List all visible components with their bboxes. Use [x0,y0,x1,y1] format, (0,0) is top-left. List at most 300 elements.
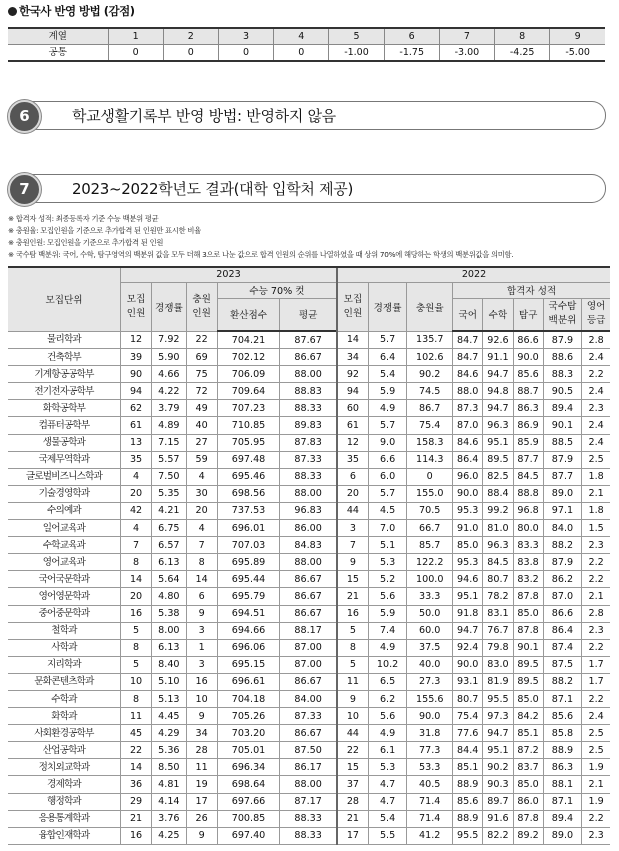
table-row [8,708,610,725]
korean-history-title: 한국사 반영 방법 (감점) [8,3,135,19]
kmi-percentile-2022-cell: 87.9 [543,331,582,349]
competition-2023-cell: 7.92 [152,331,186,349]
table-row [8,537,610,554]
kmi-percentile-2022-cell: 88.5 [543,434,582,451]
inquiry-2022-cell: 85.6 [513,366,543,383]
header-suneung70: 수능 70% 컷 [217,282,337,298]
unit-name-cell: 컴퓨터공학부 [8,417,120,434]
math-2022-cell: 94.8 [483,383,513,400]
unit-name-cell: 영어영문학과 [8,588,120,605]
average-2023-cell: 88.00 [280,554,337,571]
kmi-percentile-2022-cell: 87.9 [543,451,582,468]
english-grade-2022-cell: 2.3 [582,400,610,417]
fill-rate-2022-cell: 114.3 [407,451,453,468]
converted-score-2023-cell: 696.06 [217,639,279,656]
korean-2022-cell: 88.0 [453,383,483,400]
competition-2022-cell: 7.0 [368,520,407,537]
korean-2022-cell: 87.3 [453,400,483,417]
competition-2022-cell: 7.4 [368,622,407,639]
table-row [8,622,610,639]
average-2023-cell: 88.00 [280,776,337,793]
footnote: ※ 합격자 성적: 최종등록자 기준 수능 백분위 평균 [8,214,159,223]
fill-rate-2022-cell: 155.0 [407,485,453,502]
average-2023-cell: 87.50 [280,742,337,759]
english-grade-2022-cell: 1.9 [582,793,610,810]
quota-2022-cell: 15 [337,759,368,776]
average-2023-cell: 87.00 [280,656,337,673]
fill-rate-2022-cell: 77.3 [407,742,453,759]
kmi-percentile-2022-cell: 86.6 [543,605,582,622]
fill-rate-2022-cell: 155.6 [407,690,453,707]
average-2023-cell: 87.33 [280,708,337,725]
kmi-percentile-2022-cell: 87.0 [543,588,582,605]
unit-name-cell: 정치외교학과 [8,759,120,776]
english-grade-2022-cell: 2.2 [582,571,610,588]
table-row [8,417,610,434]
competition-2023-cell: 8.00 [152,622,186,639]
filled-2023-cell: 9 [186,708,217,725]
admission-results-table [8,266,610,845]
converted-score-2023-cell: 706.09 [217,366,279,383]
filled-2023-cell: 17 [186,793,217,810]
competition-2022-cell: 4.9 [368,400,407,417]
korean-2022-cell: 96.0 [453,468,483,485]
inquiry-2022-cell: 87.7 [513,451,543,468]
math-2022-cell: 95.5 [483,690,513,707]
quota-2023-cell: 12 [120,331,151,349]
inquiry-2022-cell: 86.0 [513,793,543,810]
unit-name-cell: 융합인재학과 [8,827,120,844]
unit-name-cell: 건축학부 [8,349,120,366]
korean-2022-cell: 94.6 [453,571,483,588]
table-row [8,690,610,707]
filled-2023-cell: 19 [186,776,217,793]
fill-rate-2022-cell: 60.0 [407,622,453,639]
quota-2022-cell: 5 [337,622,368,639]
kmi-percentile-2022-cell: 88.2 [543,673,582,690]
deduction-cell: -3.00 [439,45,494,62]
kmi-percentile-2022-cell: 88.9 [543,742,582,759]
quota-2022-cell: 7 [337,537,368,554]
competition-2023-cell: 6.13 [152,554,186,571]
deduction-cell: -1.75 [384,45,439,62]
math-2022-cell: 80.7 [483,571,513,588]
kmi-percentile-2022-cell: 85.6 [543,708,582,725]
competition-2023-cell: 5.64 [152,571,186,588]
grade-header: 1 [108,28,163,45]
fill-rate-2022-cell: 41.2 [407,827,453,844]
quota-2022-cell: 16 [337,605,368,622]
math-2022-cell: 96.3 [483,417,513,434]
english-grade-2022-cell: 2.2 [582,366,610,383]
header-kmi-percentile: 국수탐 백분위 [543,298,582,331]
header-korean: 국어 [453,298,483,331]
kmi-percentile-2022-cell: 86.4 [543,622,582,639]
filled-2023-cell: 8 [186,554,217,571]
filled-2023-cell: 10 [186,690,217,707]
kmi-percentile-2022-cell: 90.1 [543,417,582,434]
quota-2023-cell: 29 [120,793,151,810]
filled-2023-cell: 3 [186,656,217,673]
competition-2022-cell: 10.2 [368,656,407,673]
fill-rate-2022-cell: 86.7 [407,400,453,417]
korean-2022-cell: 88.9 [453,810,483,827]
competition-2023-cell: 4.80 [152,588,186,605]
korean-2022-cell: 90.0 [453,656,483,673]
competition-2022-cell: 4.7 [368,793,407,810]
header-competition: 경쟁률 [152,282,186,331]
header-average: 평균 [280,298,337,331]
header-english: 영어 등급 [582,298,610,331]
competition-2023-cell: 4.25 [152,827,186,844]
korean-2022-cell: 86.4 [453,451,483,468]
quota-2022-cell: 15 [337,571,368,588]
competition-2023-cell: 3.76 [152,810,186,827]
quota-2023-cell: 5 [120,656,151,673]
average-2023-cell: 86.00 [280,520,337,537]
competition-2022-cell: 4.9 [368,725,407,742]
quota-2022-cell: 22 [337,742,368,759]
average-2023-cell: 88.17 [280,622,337,639]
deduction-cell: -4.25 [495,45,550,62]
footnotes [8,213,608,261]
kmi-percentile-2022-cell: 86.3 [543,759,582,776]
inquiry-2022-cell: 87.2 [513,742,543,759]
average-2023-cell: 84.83 [280,537,337,554]
competition-2022-cell: 4.5 [368,502,407,519]
filled-2023-cell: 22 [186,331,217,349]
filled-2023-cell: 9 [186,827,217,844]
competition-2023-cell: 3.79 [152,400,186,417]
kmi-percentile-2022-cell: 89.4 [543,810,582,827]
average-2023-cell: 87.67 [280,331,337,349]
fill-rate-2022-cell: 71.4 [407,810,453,827]
unit-name-cell: 중어중문학과 [8,605,120,622]
competition-2023-cell: 7.15 [152,434,186,451]
competition-2023-cell: 8.50 [152,759,186,776]
quota-2022-cell: 28 [337,793,368,810]
quota-2022-cell: 12 [337,434,368,451]
unit-name-cell: 물리학과 [8,331,120,349]
table-row [8,656,610,673]
table-row [8,588,610,605]
header-year-2023: 2023 [120,267,337,282]
unit-name-cell: 응용통계학과 [8,810,120,827]
grade-header: 8 [495,28,550,45]
english-grade-2022-cell: 2.5 [582,742,610,759]
table-row [8,331,610,349]
fill-rate-2022-cell: 0 [407,468,453,485]
table-row [8,434,610,451]
filled-2023-cell: 3 [186,622,217,639]
competition-2023-cell: 6.75 [152,520,186,537]
filled-2023-cell: 75 [186,366,217,383]
filled-2023-cell: 72 [186,383,217,400]
math-2022-cell: 88.4 [483,485,513,502]
header-inquiry: 탐구 [513,298,543,331]
fill-rate-2022-cell: 158.3 [407,434,453,451]
quota-2023-cell: 8 [120,690,151,707]
table-header-row [8,28,605,45]
converted-score-2023-cell: 694.66 [217,622,279,639]
table-row [8,485,610,502]
english-grade-2022-cell: 2.5 [582,451,610,468]
filled-2023-cell: 7 [186,537,217,554]
math-2022-cell: 78.2 [483,588,513,605]
korean-2022-cell: 90.0 [453,485,483,502]
unit-name-cell: 생물공학과 [8,434,120,451]
kmi-percentile-2022-cell: 87.1 [543,793,582,810]
inquiry-2022-cell: 84.2 [513,708,543,725]
korean-2022-cell: 85.1 [453,759,483,776]
quota-2022-cell: 17 [337,827,368,844]
filled-2023-cell: 40 [186,417,217,434]
results-body [8,331,610,844]
deduction-cell: -5.00 [550,45,605,62]
competition-2023-cell: 4.66 [152,366,186,383]
filled-2023-cell: 69 [186,349,217,366]
filled-2023-cell: 6 [186,588,217,605]
english-grade-2022-cell: 2.4 [582,349,610,366]
converted-score-2023-cell: 696.01 [217,520,279,537]
average-2023-cell: 96.83 [280,502,337,519]
average-2023-cell: 89.83 [280,417,337,434]
korean-2022-cell: 77.6 [453,725,483,742]
fill-rate-2022-cell: 70.5 [407,502,453,519]
inquiry-2022-cell: 86.9 [513,417,543,434]
average-2023-cell: 88.00 [280,366,337,383]
section-6-header [8,100,608,131]
math-2022-cell: 91.1 [483,349,513,366]
english-grade-2022-cell: 1.7 [582,673,610,690]
table-row [8,383,610,400]
math-2022-cell: 94.7 [483,366,513,383]
converted-score-2023-cell: 705.95 [217,434,279,451]
kmi-percentile-2022-cell: 90.5 [543,383,582,400]
table-row [8,349,610,366]
fill-rate-2022-cell: 75.4 [407,417,453,434]
english-grade-2022-cell: 2.3 [582,537,610,554]
unit-name-cell: 전기전자공학부 [8,383,120,400]
table-row [8,810,610,827]
grade-header: 6 [384,28,439,45]
header-filled: 충원 인원 [186,282,217,331]
converted-score-2023-cell: 704.18 [217,690,279,707]
quota-2022-cell: 21 [337,810,368,827]
math-2022-cell: 90.3 [483,776,513,793]
fill-rate-2022-cell: 71.4 [407,793,453,810]
english-grade-2022-cell: 2.3 [582,827,610,844]
deduction-cell: 0 [108,45,163,62]
quota-2023-cell: 45 [120,725,151,742]
grade-header: 9 [550,28,605,45]
korean-2022-cell: 95.5 [453,827,483,844]
quota-2023-cell: 94 [120,383,151,400]
section-title: 2023~2022학년도 결과(대학 입학처 제공) [72,180,354,198]
header-competition-2022: 경쟁률 [368,282,407,331]
header-cell: 계열 [8,28,108,45]
table-row [8,502,610,519]
math-2022-cell: 94.7 [483,400,513,417]
converted-score-2023-cell: 696.34 [217,759,279,776]
quota-2022-cell: 35 [337,451,368,468]
competition-2023-cell: 5.10 [152,673,186,690]
fill-rate-2022-cell: 27.3 [407,673,453,690]
header-year-2022: 2022 [337,267,610,282]
competition-2022-cell: 6.4 [368,349,407,366]
converted-score-2023-cell: 703.20 [217,725,279,742]
competition-2022-cell: 5.1 [368,537,407,554]
competition-2022-cell: 6.0 [368,468,407,485]
filled-2023-cell: 27 [186,434,217,451]
quota-2023-cell: 4 [120,468,151,485]
english-grade-2022-cell: 2.8 [582,605,610,622]
average-2023-cell: 86.17 [280,759,337,776]
inquiry-2022-cell: 87.8 [513,810,543,827]
unit-name-cell: 지리학과 [8,656,120,673]
filled-2023-cell: 59 [186,451,217,468]
quota-2023-cell: 90 [120,366,151,383]
quota-2022-cell: 5 [337,656,368,673]
english-grade-2022-cell: 2.8 [582,331,610,349]
inquiry-2022-cell: 89.5 [513,673,543,690]
competition-2022-cell: 6.2 [368,690,407,707]
korean-2022-cell: 87.0 [453,417,483,434]
converted-score-2023-cell: 697.66 [217,793,279,810]
header-converted: 환산점수 [217,298,279,331]
converted-score-2023-cell: 697.48 [217,451,279,468]
fill-rate-2022-cell: 90.0 [407,708,453,725]
korean-2022-cell: 88.9 [453,776,483,793]
converted-score-2023-cell: 695.79 [217,588,279,605]
korean-history-table [8,27,605,62]
inquiry-2022-cell: 85.0 [513,605,543,622]
inquiry-2022-cell: 88.7 [513,383,543,400]
math-2022-cell: 92.6 [483,331,513,349]
inquiry-2022-cell: 83.3 [513,537,543,554]
competition-2022-cell: 5.3 [368,554,407,571]
math-2022-cell: 81.9 [483,673,513,690]
korean-2022-cell: 91.0 [453,520,483,537]
english-grade-2022-cell: 2.4 [582,708,610,725]
fill-rate-2022-cell: 53.3 [407,759,453,776]
quota-2023-cell: 35 [120,451,151,468]
quota-2023-cell: 14 [120,571,151,588]
unit-name-cell: 국어국문학과 [8,571,120,588]
quota-2022-cell: 9 [337,690,368,707]
competition-2022-cell: 5.5 [368,827,407,844]
quota-2022-cell: 94 [337,383,368,400]
math-2022-cell: 83.1 [483,605,513,622]
kmi-percentile-2022-cell: 89.0 [543,485,582,502]
deduction-cell: 0 [274,45,329,62]
kmi-percentile-2022-cell: 84.0 [543,520,582,537]
korean-2022-cell: 93.1 [453,673,483,690]
korean-2022-cell: 84.6 [453,366,483,383]
unit-name-cell: 행정학과 [8,793,120,810]
quota-2023-cell: 22 [120,742,151,759]
competition-2023-cell: 5.57 [152,451,186,468]
kmi-percentile-2022-cell: 88.2 [543,537,582,554]
competition-2022-cell: 5.7 [368,417,407,434]
table-row [8,400,610,417]
english-grade-2022-cell: 2.5 [582,725,610,742]
inquiry-2022-cell: 84.5 [513,468,543,485]
english-grade-2022-cell: 2.1 [582,588,610,605]
converted-score-2023-cell: 707.23 [217,400,279,417]
inquiry-2022-cell: 96.8 [513,502,543,519]
converted-score-2023-cell: 704.21 [217,331,279,349]
english-grade-2022-cell: 2.3 [582,622,610,639]
math-2022-cell: 84.5 [483,554,513,571]
table-row [8,45,605,62]
quota-2023-cell: 13 [120,434,151,451]
competition-2023-cell: 4.89 [152,417,186,434]
converted-score-2023-cell: 737.53 [217,502,279,519]
kmi-percentile-2022-cell: 88.6 [543,349,582,366]
grade-header: 7 [439,28,494,45]
table-row [8,571,610,588]
korean-2022-cell: 75.4 [453,708,483,725]
english-grade-2022-cell: 1.8 [582,468,610,485]
filled-2023-cell: 30 [186,485,217,502]
fill-rate-2022-cell: 40.5 [407,776,453,793]
converted-score-2023-cell: 705.26 [217,708,279,725]
quota-2022-cell: 44 [337,725,368,742]
competition-2023-cell: 4.45 [152,708,186,725]
fill-rate-2022-cell: 50.0 [407,605,453,622]
fill-rate-2022-cell: 102.6 [407,349,453,366]
filled-2023-cell: 9 [186,605,217,622]
unit-name-cell: 수학과 [8,690,120,707]
math-2022-cell: 89.5 [483,451,513,468]
quota-2023-cell: 10 [120,673,151,690]
english-grade-2022-cell: 2.2 [582,554,610,571]
quota-2023-cell: 20 [120,485,151,502]
inquiry-2022-cell: 89.2 [513,827,543,844]
average-2023-cell: 88.33 [280,468,337,485]
competition-2022-cell: 5.3 [368,759,407,776]
math-2022-cell: 90.2 [483,759,513,776]
unit-name-cell: 수학교육과 [8,537,120,554]
average-2023-cell: 88.33 [280,810,337,827]
kmi-percentile-2022-cell: 88.1 [543,776,582,793]
table-row [8,759,610,776]
converted-score-2023-cell: 698.56 [217,485,279,502]
math-2022-cell: 82.5 [483,468,513,485]
inquiry-2022-cell: 90.0 [513,349,543,366]
quota-2022-cell: 10 [337,708,368,725]
competition-2022-cell: 4.7 [368,776,407,793]
table-row [8,366,610,383]
bullet-icon [8,7,17,16]
korean-2022-cell: 95.1 [453,588,483,605]
header-quota: 모집 인원 [120,282,151,331]
average-2023-cell: 86.67 [280,605,337,622]
grade-header: 4 [274,28,329,45]
filled-2023-cell: 1 [186,639,217,656]
converted-score-2023-cell: 694.51 [217,605,279,622]
inquiry-2022-cell: 85.0 [513,776,543,793]
competition-2022-cell: 5.4 [368,810,407,827]
average-2023-cell: 88.33 [280,827,337,844]
competition-2023-cell: 4.29 [152,725,186,742]
math-2022-cell: 94.7 [483,725,513,742]
filled-2023-cell: 20 [186,502,217,519]
table-row [8,605,610,622]
converted-score-2023-cell: 702.12 [217,349,279,366]
inquiry-2022-cell: 83.8 [513,554,543,571]
